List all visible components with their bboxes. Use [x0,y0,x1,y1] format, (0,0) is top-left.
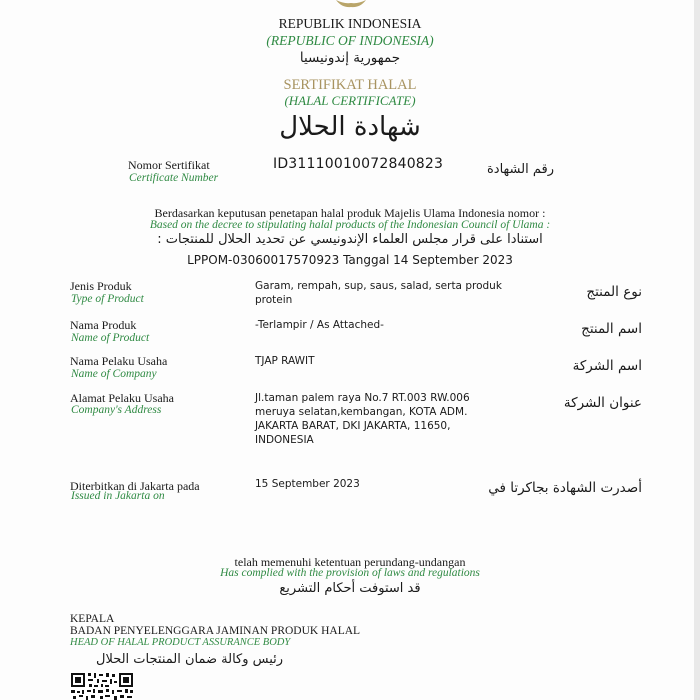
qr-code-icon[interactable] [70,672,134,700]
field-value-product-name: -Terlampir / As Attached- [255,319,384,331]
certificate-number-label-en: Certificate Number [129,172,219,184]
compliance-text-en: Has complied with the provision of laws and regulations [220,567,480,579]
field-label-product-name: Nama Produk [70,318,137,332]
country-name: REPUBLIK INDONESIA [278,16,422,31]
decree-intro-ar: استنادا على قرار مجلس العلماء الإندونيسي عن تحديد الحلال للمنتجات : [157,232,543,247]
compliance-text-ar: قد استوفت أحكام التشريع [279,581,421,596]
field-label-product-name-en: Name of Product [71,332,150,344]
field-label-issued-date: Diterbitkan di Jakarta pada [70,479,200,493]
certificate-number-label-ar: رقم الشهادة [487,162,554,177]
country-name-en: (REPUBLIC OF INDONESIA) [266,33,434,48]
field-label-product-type-ar: نوع المنتج [586,284,642,300]
certificate-number-label: Nomor Sertifikat [128,158,210,172]
field-value-product-type: Garam, rempah, sup, saus, salad, serta produk protein [255,280,502,306]
certificate-title: SERTIFIKAT HALAL [283,77,417,93]
field-label-company-name-en: Name of Company [71,368,157,380]
field-value-company-address: Jl.taman palem raya No.7 RT.003 RW.006 meruya selatan,kembangan, KOTA ADM. JAKARTA BARAT, DKI JAKARTA, 11650, INDONESIA [255,392,470,446]
certificate-title-ar: شهادة الحلال [279,112,421,142]
field-value-company-name: TJAP RAWIT [255,355,315,367]
field-value-issued-date: 15 September 2023 [255,478,360,490]
country-name-ar: جمهورية إندونيسيا [299,50,401,66]
signatory-title: KEPALA [70,613,115,625]
garuda-emblem-icon [334,0,368,8]
decree-intro-en: Based on the decree to stipulating halal products of the Indonesian Council of Ulama : [149,219,551,231]
certificate-title-en: (HALAL CERTIFICATE) [284,93,416,108]
field-label-company-name: Nama Pelaku Usaha [70,354,168,368]
field-label-issued-date-en: Issued in Jakarta on [71,490,165,502]
field-label-company-address-ar: عنوان الشركة [563,395,642,411]
signatory-agency-en: HEAD OF HALAL PRODUCT ASSURANCE BODY [70,637,291,648]
field-label-company-name-ar: اسم الشركة [572,358,642,374]
field-label-company-address: Alamat Pelaku Usaha [70,391,174,405]
decree-intro: Berdasarkan keputusan penetapan halal produk Majelis Ulama Indonesia nomor : [154,206,546,220]
signatory-agency-ar: رئيس وكالة ضمان المنتجات الحلال [96,652,284,667]
compliance-text: telah memenuhi ketentuan perundang-undangan [234,555,466,569]
field-label-product-type-en: Type of Product [71,293,144,305]
signatory-agency: BADAN PENYELENGGARA JAMINAN PRODUK HALAL [70,625,361,637]
field-label-company-address-en: Company's Address [71,404,162,416]
field-label-issued-date-ar: أصدرت الشهادة بجاكرتا في [488,480,642,496]
decree-reference: LPPOM-03060017570923 Tanggal 14 September 2023 [187,253,513,267]
field-label-product-type: Jenis Produk [70,279,132,293]
field-label-product-name-ar: اسم المنتج [581,321,642,337]
certificate-number-value: ID31110010072840823 [273,156,444,172]
